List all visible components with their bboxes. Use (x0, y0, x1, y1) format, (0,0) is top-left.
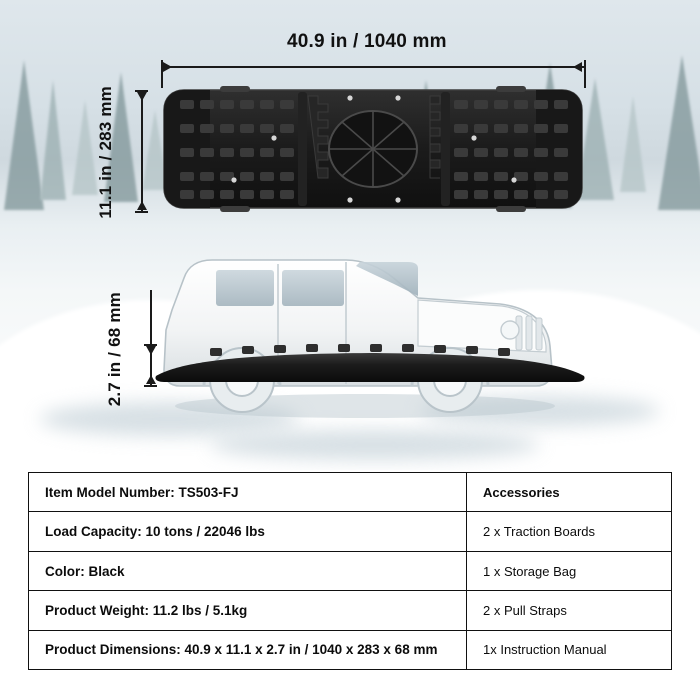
dimension-width-line (161, 66, 585, 68)
snow-shadow (210, 430, 540, 460)
dimension-thickness-line (150, 290, 152, 386)
dimension-thickness-arrow-bottom (146, 375, 156, 384)
dimension-height-label: 11.1 in / 283 mm (96, 86, 115, 219)
accessory-storage-bag: 1 x Storage Bag (467, 552, 671, 591)
specification-table (28, 472, 672, 670)
dimension-width-extension-left (161, 66, 163, 88)
spec-row-color: Color: Black (29, 552, 466, 591)
dimension-width-extension-right (584, 66, 586, 88)
spec-row-load-capacity: Load Capacity: 10 tons / 22046 lbs (29, 512, 466, 551)
dimension-width-label: 40.9 in / 1040 mm (287, 31, 447, 52)
spec-row-model-number: Item Model Number: TS503-FJ (29, 473, 466, 512)
dimension-thickness-arrow-top (146, 346, 156, 355)
dimension-height-tick-bottom (135, 211, 148, 213)
accessory-traction-boards: 2 x Traction Boards (467, 512, 671, 551)
accessories-header: Accessories (467, 473, 671, 512)
dimension-height-line (141, 90, 143, 212)
dimension-thickness-tick-bottom (144, 385, 157, 387)
dimension-width-arrow-left (163, 62, 172, 72)
traction-board-side-view (150, 340, 590, 386)
accessory-pull-straps: 2 x Pull Straps (467, 591, 671, 630)
spec-row-product-weight: Product Weight: 11.2 lbs / 5.1kg (29, 591, 466, 630)
accessory-instruction-manual: 1x Instruction Manual (483, 642, 607, 658)
dimension-width-arrow-right (573, 62, 582, 72)
jeep-vehicle-image (150, 238, 570, 428)
dimension-height-arrow-top (137, 92, 147, 101)
spec-table-right-column (467, 473, 671, 669)
spec-row-product-dimensions: Product Dimensions: 40.9 x 11.1 x 2.7 in / 1040 x 283 x 68 mm (45, 642, 438, 658)
traction-board-top-view (158, 84, 588, 214)
dimension-height-arrow-bottom (137, 201, 147, 210)
dimension-thickness-label: 2.7 in / 68 mm (105, 292, 124, 407)
spec-table-left-column (29, 473, 467, 669)
